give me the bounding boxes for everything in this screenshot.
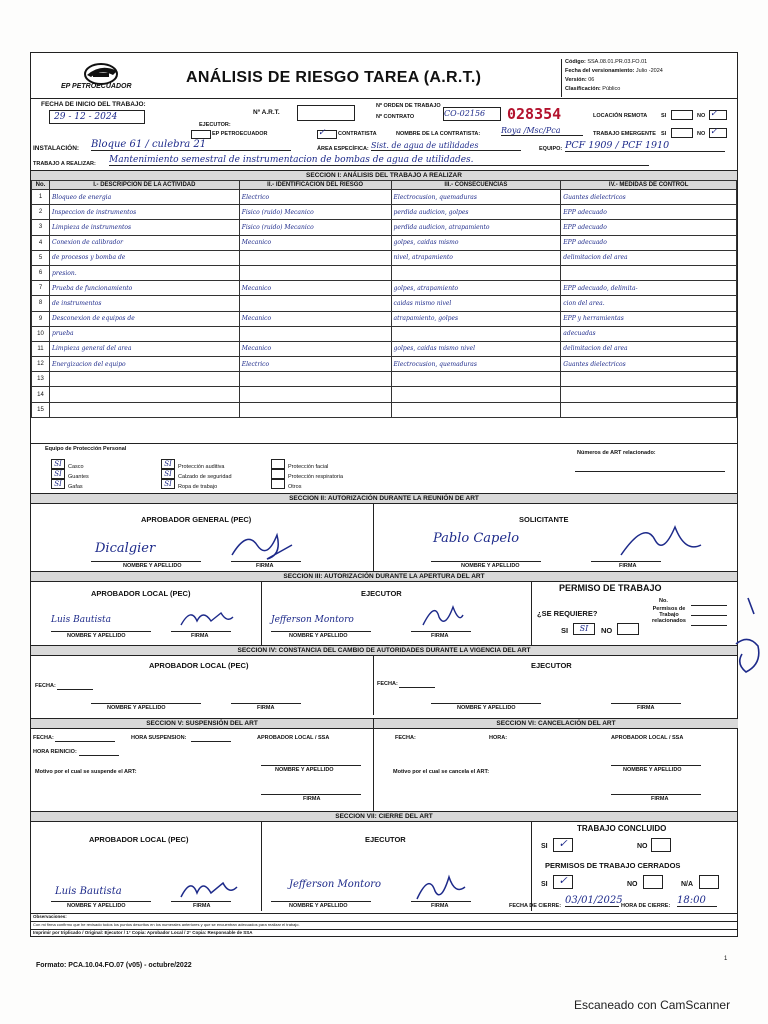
close-date-label: FECHA DE CIERRE: [509, 903, 562, 909]
sec3-name-label1: NOMBRE Y APELLIDO [67, 633, 126, 639]
sec4-right-title: EJECUTOR [531, 661, 572, 670]
ppe-label: Ropa de trabajo [178, 484, 218, 490]
consequence-cell[interactable]: golpes, atrapamiento [391, 281, 561, 296]
activity-cell[interactable]: de instrumentos [49, 296, 239, 311]
table-row [32, 281, 737, 296]
sec3-col2-title: EJECUTOR [361, 589, 402, 598]
sec4-right-fecha: FECHA: [377, 681, 398, 687]
equipment-label: EQUIPO: [539, 146, 563, 152]
emergency-si-label: SI [661, 131, 667, 137]
activity-table [31, 180, 737, 418]
risk-cell[interactable]: Mecanico [239, 311, 391, 326]
consequence-cell[interactable]: nivel, atrapamiento [391, 250, 561, 265]
emergency-label: TRABAJO EMERGENTE [593, 131, 656, 137]
area-label: ÁREA ESPECÍFICA: [317, 146, 369, 152]
control-cell[interactable] [561, 265, 737, 280]
row-number[interactable]: 15 [32, 402, 50, 417]
col-description: I.- DESCRIPCIÓN DE LA ACTIVIDAD [49, 181, 239, 190]
sec2-left-firma-label: FIRMA [256, 563, 274, 569]
col-no: No. [32, 181, 50, 190]
ppe-label: Protección facial [288, 464, 329, 470]
equipment-value[interactable]: PCF 1909 / PCF 1910 [565, 140, 725, 152]
control-cell[interactable] [561, 402, 737, 417]
consequence-cell[interactable] [391, 265, 561, 280]
work-value[interactable]: Mantenimiento semestral de instrumentacion de bombas de agua de utilidades. [109, 155, 649, 166]
sec5-aprobador: APROBADOR LOCAL / SSA [257, 735, 330, 741]
control-cell[interactable]: Guantes dielectricos [561, 357, 737, 372]
activity-cell[interactable]: Conexion de calibrador [49, 235, 239, 250]
scanner-watermark: Escaneado con CamScanner [574, 998, 731, 1012]
table-row [32, 265, 737, 280]
sec4-left-fecha: FECHA: [35, 683, 56, 689]
row-number[interactable]: 13 [32, 372, 50, 387]
concluded-no-box[interactable] [651, 838, 671, 852]
sec2-left-name: Dicalgier [95, 541, 156, 556]
row-number[interactable]: 2 [32, 205, 50, 220]
sec2-left-name-label: NOMBRE Y APELLIDO [123, 563, 182, 569]
table-row [32, 341, 737, 356]
control-cell[interactable]: EPP adecuado [561, 220, 737, 235]
risk-cell[interactable] [239, 250, 391, 265]
section7-title: SECCION VII: CIERRE DEL ART [31, 811, 737, 822]
ep-box[interactable] [191, 130, 211, 139]
table-row [32, 387, 737, 402]
contract-label: Nº CONTRATO [376, 114, 415, 120]
sec6-firma-label: FIRMA [651, 796, 669, 802]
sec3-name-label2: NOMBRE Y APELLIDO [289, 633, 348, 639]
row-number[interactable]: 5 [32, 250, 50, 265]
print-text: Imprimir por triplicado / Original: Ejecutor / 1° Copia: Aprobador Local / 2° Copia: Responsable de SSA [33, 930, 253, 935]
remote-si-box[interactable] [671, 110, 693, 120]
table-row [32, 402, 737, 417]
row-number[interactable]: 4 [32, 235, 50, 250]
requires-si-label: SI [561, 626, 569, 635]
activity-cell[interactable] [49, 372, 239, 387]
format-code: Formato: PCA.10.04.FO.07 (v05) - octubre/2022 [36, 962, 192, 969]
row-number[interactable]: 6 [32, 265, 50, 280]
contract-field[interactable]: CO-02156 [443, 107, 501, 121]
sec7-col1-title: APROBADOR LOCAL (PEC) [89, 835, 189, 844]
row-number[interactable]: 10 [32, 326, 50, 341]
ppe-checkbox[interactable]: SI [161, 459, 175, 469]
activity-cell[interactable]: presion. [49, 265, 239, 280]
consequence-cell[interactable] [391, 402, 561, 417]
art-no-label: Nº A.R.T. [253, 109, 280, 116]
table-row [32, 311, 737, 326]
sec2-left-title: APROBADOR GENERAL (PEC) [141, 515, 252, 524]
activity-cell[interactable]: prueba [49, 326, 239, 341]
sec5-fecha: FECHA: [33, 735, 54, 741]
table-row [32, 235, 737, 250]
sec6-motivo: Motivo por el cual se cancela el ART: [393, 769, 490, 775]
meta-code: Código: SSA.08.01.PR.03.FO.01 [565, 59, 648, 65]
consequence-cell[interactable]: golpes, caidas mismo nivel [391, 341, 561, 356]
sec2-right-firma-label: FIRMA [619, 563, 637, 569]
row-number[interactable]: 8 [32, 296, 50, 311]
sec6-name-label: NOMBRE Y APELLIDO [623, 767, 682, 773]
consequence-cell[interactable]: golpes, caidas mismo [391, 235, 561, 250]
contractor-label: CONTRATISTA [338, 131, 377, 137]
table-header-row [32, 181, 737, 190]
section5-title: SECCION V: SUSPENSIÓN DEL ART [31, 718, 373, 729]
sec7-name-label2: NOMBRE Y APELLIDO [289, 903, 348, 909]
consequence-cell[interactable]: perdida audicion, atrapamiento [391, 220, 561, 235]
work-order-label: Nº ORDEN DE TRABAJO [376, 103, 441, 109]
ppe-item [51, 475, 83, 493]
activity-cell[interactable] [49, 402, 239, 417]
requires-no-box[interactable] [617, 623, 639, 635]
sec5-name-label: NOMBRE Y APELLIDO [275, 767, 334, 773]
remote-si-label: SI [661, 113, 667, 119]
risk-cell[interactable] [239, 402, 391, 417]
permit-no-label: No. [659, 598, 668, 604]
risk-cell[interactable]: Fisico (ruido) Mecanico [239, 205, 391, 220]
ppe-label: Protección respiratoria [288, 474, 344, 480]
ppe-grid [51, 455, 371, 489]
meta-version: Versión: 06 [565, 77, 595, 83]
concluded-si-label: SI [541, 843, 548, 850]
section4-title: SECCION IV: CONSTANCIA DEL CAMBIO DE AUTORIDADES DURANTE LA VIGENCIA DEL ART [31, 645, 737, 656]
sec4-right-name-label: NOMBRE Y APELLIDO [457, 705, 516, 711]
ppe-label: Casco [68, 464, 84, 470]
row-number[interactable]: 3 [32, 220, 50, 235]
emergency-no-box[interactable]: ✓ [709, 128, 727, 138]
executor-label: EJECUTOR: [199, 122, 231, 128]
close-date-value[interactable]: 03/01/2025 [565, 895, 623, 906]
contractor-name-label: NOMBRE DE LA CONTRATISTA: [396, 131, 481, 137]
section3-title: SECCION III: AUTORIZACIÓN DURANTE LA APERTURA DEL ART [31, 571, 737, 582]
logo-text: EP PETROECUADOR [61, 83, 132, 90]
row-number[interactable]: 1 [32, 190, 50, 205]
sec7-col2-title: EJECUTOR [365, 835, 406, 844]
activity-cell[interactable] [49, 387, 239, 402]
col-risk: II.- IDENTIFICACIÓN DEL RIESGO [239, 181, 391, 190]
control-cell[interactable] [561, 372, 737, 387]
ppe-checkbox[interactable]: SI [161, 469, 175, 479]
table-row [32, 205, 737, 220]
risk-cell[interactable]: Fisico (ruido) Mecanico [239, 220, 391, 235]
row-number[interactable]: 11 [32, 341, 50, 356]
activity-cell[interactable]: Energizacion del equipo [49, 357, 239, 372]
serial-number: 028354 [507, 105, 562, 123]
activity-cell[interactable]: Bloqueo de energia [49, 190, 239, 205]
requires-label: ¿SE REQUIERE? [537, 609, 598, 618]
ppe-label: Calzado de seguridad [178, 474, 232, 480]
sec3-firma-label2: FIRMA [431, 633, 449, 639]
requires-si-box[interactable]: SI [573, 623, 595, 635]
art-no-field[interactable] [297, 105, 355, 121]
closed-no-label: NO [627, 881, 638, 888]
closed-si-label: SI [541, 881, 548, 888]
remote-no-box[interactable]: ✓ [709, 110, 727, 120]
control-cell[interactable]: EPP adecuado [561, 205, 737, 220]
sec5-hora-susp: HORA SUSPENSION: [131, 735, 187, 741]
risk-cell[interactable] [239, 296, 391, 311]
closed-na-box[interactable] [699, 875, 719, 889]
col-controls: IV.- MEDIDAS DE CONTROL [561, 181, 737, 190]
control-cell[interactable]: EPP adecuado, delimita- [561, 281, 737, 296]
emergency-no-label: NO [697, 131, 706, 137]
risk-cell[interactable]: Mecanico [239, 341, 391, 356]
ppe-item [271, 475, 301, 493]
ppe-label: Guantes [68, 474, 89, 480]
risk-cell[interactable]: Electrico [239, 357, 391, 372]
form-title: ANÁLISIS DE RIESGO TAREA (A.R.T.) [186, 69, 482, 86]
permit-related-label: Permisos de Trabajo relacionados [652, 606, 686, 624]
ppe-label: Protección auditiva [178, 464, 225, 470]
control-cell[interactable]: EPP adecuado [561, 235, 737, 250]
art-form [30, 52, 738, 937]
risk-cell[interactable]: Electrico [239, 190, 391, 205]
sec5-firma-label: FIRMA [303, 796, 321, 802]
section6-title: SECCION VI: CANCELACIÓN DEL ART [373, 718, 738, 729]
sec7-name2: Jefferson Montoro [289, 879, 382, 890]
risk-cell[interactable]: Mecanico [239, 281, 391, 296]
section2-title: SECCION II: AUTORIZACIÓN DURANTE LA REUNIÓN DE ART [31, 493, 737, 504]
ppe-checkbox[interactable]: SI [51, 459, 65, 469]
sec7-name-label1: NOMBRE Y APELLIDO [67, 903, 126, 909]
related-art-label: Números de ART relacionado: [577, 450, 656, 456]
consequence-cell[interactable] [391, 387, 561, 402]
confirm-text: Con mi firma confirmo que he revisado todos los puntos descritos en los numerales anteriores y que se encuentran adecuados para realizar el trabajo. [33, 922, 300, 927]
table-row [32, 250, 737, 265]
section1-title: SECCION I: ANÁLISIS DEL TRABAJO A REALIZAR [31, 170, 737, 181]
table-row [32, 190, 737, 205]
ppe-checkbox[interactable]: SI [161, 479, 175, 489]
consequence-cell[interactable] [391, 326, 561, 341]
contractor-box[interactable]: ✓ [317, 130, 337, 139]
sec2-right-title: SOLICITANTE [519, 515, 569, 524]
activity-cell[interactable]: Limpieza de instrumentos [49, 220, 239, 235]
activity-cell[interactable]: de procesos y bomba de [49, 250, 239, 265]
risk-cell[interactable] [239, 387, 391, 402]
risk-cell[interactable] [239, 265, 391, 280]
ep-label: EP PETROECUADOR [212, 131, 268, 137]
start-date-field[interactable]: 29 - 12 - 2024 [49, 110, 145, 124]
ppe-checkbox[interactable] [271, 479, 285, 489]
risk-cell[interactable] [239, 326, 391, 341]
row-number[interactable]: 7 [32, 281, 50, 296]
install-label: INSTALACIÓN: [33, 145, 80, 152]
control-cell[interactable]: Guantes dielectricos [561, 190, 737, 205]
sec2-right-name: Pablo Capelo [433, 531, 520, 546]
control-cell[interactable]: cion del area. [561, 296, 737, 311]
requires-no-label: NO [601, 626, 613, 635]
ppe-checkbox[interactable]: SI [51, 479, 65, 489]
sec5-motivo: Motivo por el cual se suspende el ART: [35, 769, 137, 775]
table-row [32, 372, 737, 387]
start-date-label: FECHA DE INICIO DEL TRABAJO: [41, 101, 146, 108]
ppe-item [161, 475, 217, 493]
activity-rows [32, 190, 737, 418]
concluded-label: TRABAJO CONCLUIDO [577, 824, 667, 833]
close-time-value[interactable]: 18:00 [677, 895, 717, 907]
control-cell[interactable]: delimitacion del area [561, 250, 737, 265]
sec3-name1: Luis Bautista [51, 615, 112, 625]
closed-na-label: N/A [681, 881, 694, 888]
activity-cell[interactable]: Inspeccion de instrumentos [49, 205, 239, 220]
sec4-left-title: APROBADOR LOCAL (PEC) [149, 661, 249, 670]
row-number[interactable]: 14 [32, 387, 50, 402]
sec3-name2: Jefferson Montoro [271, 615, 354, 625]
risk-cell[interactable]: Mecanico [239, 235, 391, 250]
page-number: 1 [724, 956, 728, 962]
sec6-hora: HORA: [489, 735, 508, 741]
sec6-fecha: FECHA: [395, 735, 416, 741]
meta-box [561, 59, 736, 97]
meta-version-date: Fecha del versionamiento: Julio -2024 [565, 68, 663, 74]
table-row [32, 296, 737, 311]
emergency-si-box[interactable] [671, 128, 693, 138]
consequence-cell[interactable]: Electrocusion, quemaduras [391, 190, 561, 205]
row-number[interactable]: 9 [32, 311, 50, 326]
closed-permits-label: PERMISOS DE TRABAJO CERRADOS [545, 861, 681, 870]
risk-cell[interactable] [239, 372, 391, 387]
col-consequences: III.- CONSECUENCIAS [391, 181, 561, 190]
control-cell[interactable]: EPP y herramientas [561, 311, 737, 326]
sec4-left-firma-label: FIRMA [257, 705, 275, 711]
table-row [32, 220, 737, 235]
table-row [32, 326, 737, 341]
concluded-no-label: NO [637, 843, 648, 850]
work-label: TRABAJO A REALIZAR: [33, 161, 96, 167]
sec3-col1-title: APROBADOR LOCAL (PEC) [91, 589, 191, 598]
ppe-label: Gafas [68, 484, 83, 490]
sec6-aprobador: APROBADOR LOCAL / SSA [611, 735, 684, 741]
control-cell[interactable]: delimitacion del area [561, 341, 737, 356]
sec4-right-firma-label: FIRMA [637, 705, 655, 711]
remote-label: LOCACIÓN REMOTA [593, 113, 648, 119]
margin-signature [728, 594, 766, 689]
activity-cell[interactable]: Prueba de funcionamiento [49, 281, 239, 296]
sec7-firma-label2: FIRMA [431, 903, 449, 909]
meta-classification: Clasificación: Público [565, 86, 621, 92]
sec3-firma-label1: FIRMA [191, 633, 209, 639]
consequence-cell[interactable]: atrapamiento, golpes [391, 311, 561, 326]
table-row [32, 357, 737, 372]
area-value[interactable]: Sist. de agua de utilidades [371, 141, 521, 151]
activity-cell[interactable]: Desconexion de equipos de [49, 311, 239, 326]
consequence-cell[interactable] [391, 372, 561, 387]
closed-si-box[interactable]: ✓ [553, 875, 573, 889]
ppe-title: Equipo de Protección Personal [45, 446, 127, 452]
concluded-si-box[interactable]: ✓ [553, 838, 573, 852]
petroecuador-logo [43, 61, 163, 91]
close-time-label: HORA DE CIERRE: [621, 903, 671, 909]
sec2-right-name-label: NOMBRE Y APELLIDO [461, 563, 520, 569]
install-value[interactable]: Bloque 61 / culebra 21 [91, 139, 291, 151]
activity-cell[interactable]: Limpieza general del area [49, 341, 239, 356]
ppe-checkbox[interactable]: SI [51, 469, 65, 479]
contractor-name-value[interactable]: Roya /Msc/Pca [501, 126, 583, 136]
remote-no-label: NO [697, 113, 706, 119]
ppe-label: Otros [288, 484, 302, 490]
closed-no-box[interactable] [643, 875, 663, 889]
control-cell[interactable]: adecuadas [561, 326, 737, 341]
sec4-left-name-label: NOMBRE Y APELLIDO [107, 705, 166, 711]
consequence-cell[interactable]: perdida audicion, golpes [391, 205, 561, 220]
consequence-cell[interactable]: caidas mismo nivel [391, 296, 561, 311]
sec5-hora-reinicio: HORA REINICIO: [33, 749, 77, 755]
sec3-col3-title: PERMISO DE TRABAJO [559, 583, 662, 593]
control-cell[interactable] [561, 387, 737, 402]
observations-label: Observaciones: [33, 914, 67, 919]
sec7-name1: Luis Bautista [55, 886, 122, 897]
sec7-firma-label1: FIRMA [193, 903, 211, 909]
consequence-cell[interactable]: Electrocusion, quemaduras [391, 357, 561, 372]
row-number[interactable]: 12 [32, 357, 50, 372]
